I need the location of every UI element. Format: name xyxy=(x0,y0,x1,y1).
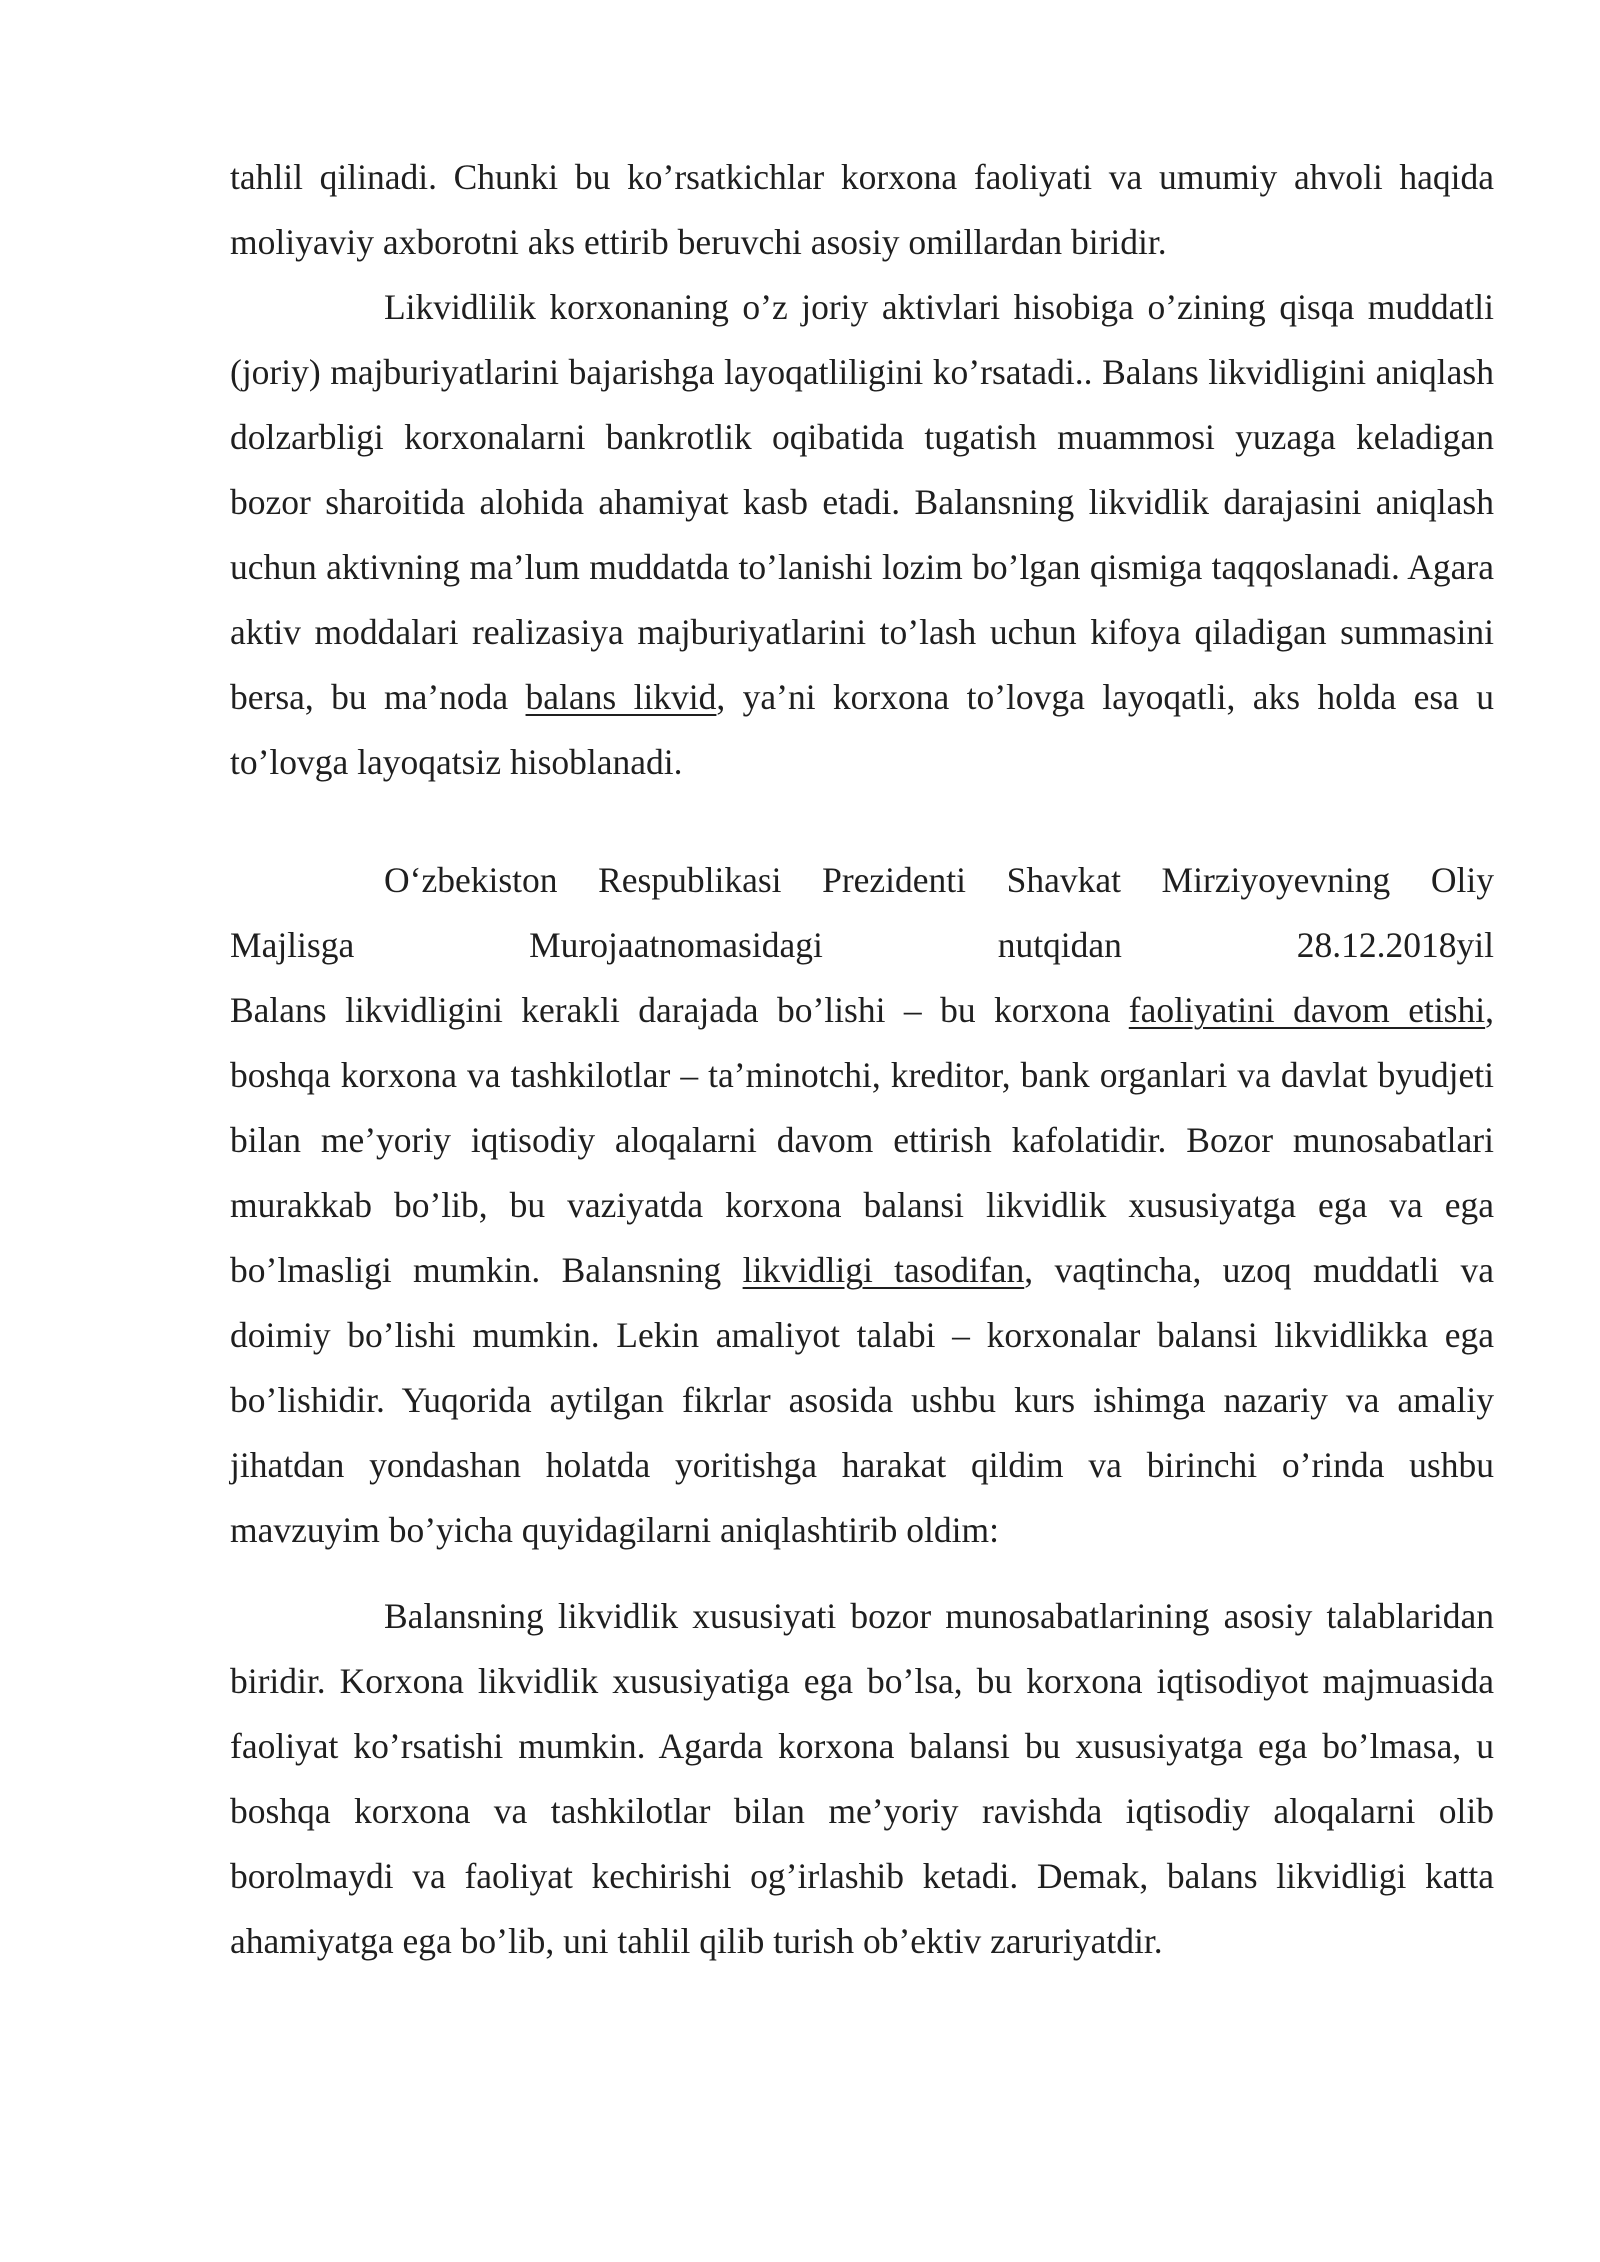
presidential-quote-block xyxy=(230,848,1494,1563)
importance-text-end: , vaqtincha, uzoq muddatli va doimiy bo’lishi mumkin. Lekin amaliyot talabi – korxonalar balansi likvidlikka ega bo’lishidir. Yuqorida aytilgan fikrlar asosida ushbu kurs ishimga nazariy va amaliy jihatdan yondashan holatda yoritishga harakat qildim va birinchi o’rinda ushbu mavzuyim bo’yicha quyidagilarni aniqlashtirib oldim: xyxy=(230,1250,1494,1550)
paragraph-continuation: tahlil qilinadi. Chunki bu ko’rsatkichlar korxona faoliyati va umumiy ahvoli haqida moliyaviy axborotni aks ettirib beruvchi asosiy omillardan biridir. xyxy=(230,157,1494,262)
paragraph-liquidity-importance xyxy=(230,978,1494,1563)
importance-text-middle: , boshqa korxona va tashkilotlar – ta’minotchi, kreditor, bank organlari va davlat byudjeti bilan me’yoriy iqtisodiy aloqalarni davom ettirish kafolatidir. Bozor munosabatlari murakkab bo’lib, bu vaziyatda korxona balansi likvidlik xususiyatga ega va ega bo’lmasligi mumkin. Balansning xyxy=(230,990,1494,1290)
paragraph-liquidity-text-end: , ya’ni korxona to’lovga layoqatli, aks holda esa u to’lovga layoqatsiz hisoblanadi. xyxy=(230,677,1495,782)
underlined-term-likvidligi-tasodifan: likvidligi tasodifan xyxy=(742,1250,1025,1290)
paragraph-liquidity-text-start: Likvidlilik korxonaning o’z joriy aktivlari hisobiga o’zining qisqa muddatli (joriy) majburiyatlarini bajarishga layoqatliligini ko’rsatadi.. Balans likvidligini aniqlash dolzarbligi korxonalarni bankrotlik oqibatida tugatish muammosi yuzaga keladigan bozor sharoitida alohida ahamiyat kasb etadi. Balansning likvidlik darajasini aniqlash uchun aktivning ma’lum muddatda to’lanishi lozim bo’lgan qismiga taqqoslanadi. Agara aktiv moddalari realizasiya majburiyatlarini to’lash uchun kifoya qiladigan summasini bersa, bu ma’noda xyxy=(230,287,1494,717)
quote-heading-line-1: O‘zbekiston Respublikasi Prezidenti Shavkat Mirziyoyevning Oliy xyxy=(384,860,1494,900)
paragraph-liquidity-requirement: Balansning likvidlik xususiyati bozor munosabatlarining asosiy talablaridan biridir. Korxona likvidlik xususiyatiga ega bo’lsa, bu korxona iqtisodiyot majmuasida faoliyat ko’rsatishi mumkin. Agarda korxona balansi bu xususiyatga ega bo’lmasa, u boshqa korxona va tashkilotlar bilan me’yoriy ravishda iqtisodiy aloqalarni olib borolmaydi va faoliyat kechirishi og’irlashib ketadi. Demak, balans likvidligi katta ahamiyatga ega bo’lib, uni tahlil qilib turish ob’ektiv zaruriyatdir. xyxy=(230,1596,1494,1961)
underlined-term-faoliyatini-davom-etishi: faoliyatini davom etishi xyxy=(1128,990,1486,1030)
quote-heading-line-2: Majlisga Murojaatnomasidagi nutqidan 28.12.2018yil xyxy=(230,925,1494,965)
document-page xyxy=(230,145,1494,1974)
importance-text-start: Balans likvidligini kerakli darajada bo’lishi – bu korxona xyxy=(230,990,1129,1030)
underlined-term-balans-likvid: balans likvid xyxy=(525,677,717,717)
paragraph-liquidity-definition xyxy=(230,275,1494,795)
